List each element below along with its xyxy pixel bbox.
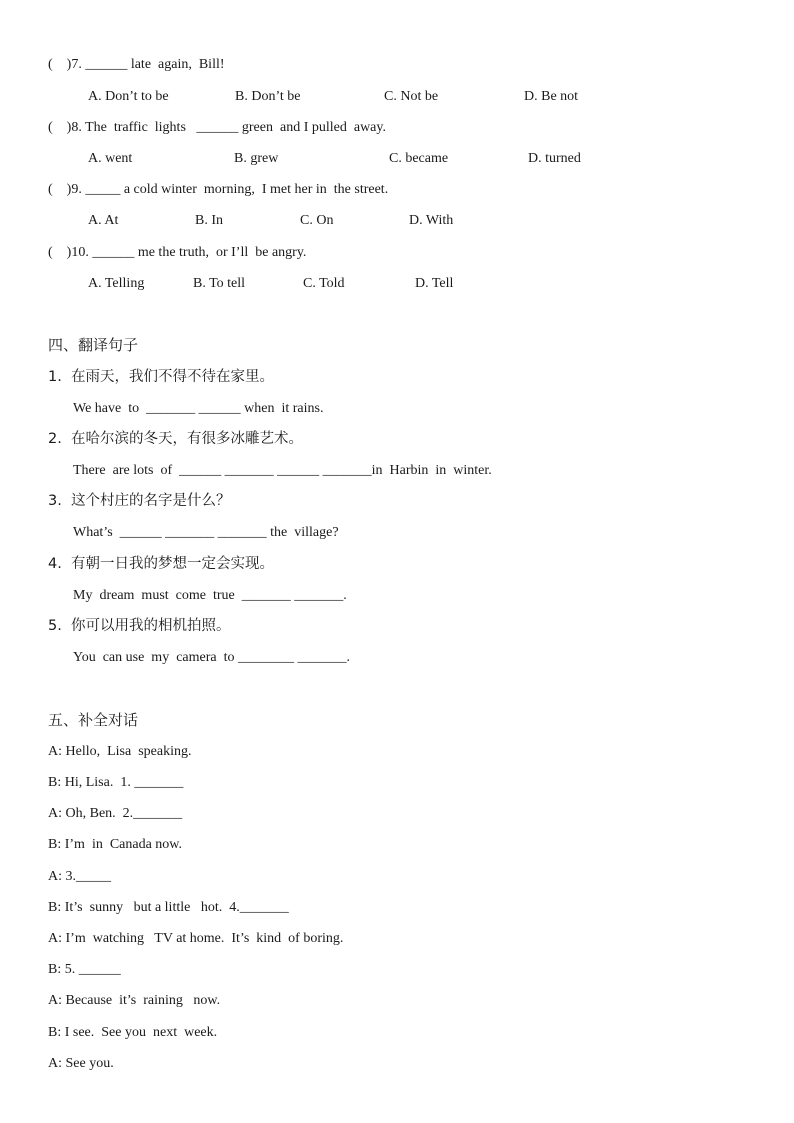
question-stem: ( )10. ______ me the truth, or I’ll be angry. [48, 245, 307, 260]
option-d: D. Be not [524, 89, 579, 104]
question-stem: ( )9. _____ a cold winter morning, I met her in the street. [48, 182, 389, 197]
option-d: D. With [409, 213, 454, 228]
translation-item-4-chinese: 4. 有朝一日我的梦想一定会实现。 [48, 556, 275, 572]
dialogue-heading: 五、补全对话 [48, 711, 139, 729]
translation-item-1-chinese: 1. 在雨天，我们不得不待在家里。 [48, 369, 275, 385]
option-c: C. became [389, 151, 449, 166]
translation-item-2-chinese: 2. 在哈尔滨的冬天，有很多冰雕艺术。 [48, 431, 304, 447]
translation-heading: 四、翻译句子 [48, 336, 139, 354]
option-b: B. In [195, 213, 223, 228]
dialogue-line: B: It’s sunny but a little hot. 4._______ [48, 900, 289, 915]
dialogue-line: A: Because it’s raining now. [48, 993, 221, 1008]
dialogue-line: A: 3._____ [48, 869, 111, 884]
dialogue-line: B: 5. ______ [48, 962, 121, 977]
option-d: D. Tell [415, 276, 454, 291]
translation-item-3-chinese: 3. 这个村庄的名字是什么？ [48, 493, 231, 509]
question-stem: ( )8. The traffic lights ______ green and I pulled away. [48, 120, 386, 135]
option-a: A. At [88, 213, 119, 228]
dialogue-line: B: I see. See you next week. [48, 1025, 218, 1040]
dialogue-line: A: See you. [48, 1056, 114, 1071]
translation-item-5-chinese: 5. 你可以用我的相机拍照。 [48, 618, 231, 634]
option-a: A. Telling [88, 276, 145, 291]
translation-item-5-english: You can use my camera to ________ _______. [73, 650, 350, 665]
option-d: D. turned [528, 151, 581, 166]
translation-item-4-english: My dream must come true _______ _______. [73, 588, 347, 603]
option-c: C. On [300, 213, 334, 228]
option-b: B. Don’t be [235, 89, 301, 104]
dialogue-line: A: Oh, Ben. 2._______ [48, 806, 183, 821]
option-a: A. Don’t to be [88, 89, 169, 104]
option-b: B. To tell [193, 276, 246, 291]
dialogue-line: A: Hello, Lisa speaking. [48, 744, 192, 759]
translation-item-2-english: There are lots of ______ _______ ______ _______in Harbin in winter. [73, 463, 492, 478]
option-b: B. grew [234, 151, 279, 166]
dialogue-line: B: Hi, Lisa. 1. _______ [48, 775, 184, 790]
option-a: A. went [88, 151, 133, 166]
dialogue-line: A: I’m watching TV at home. It’s kind of boring. [48, 931, 344, 946]
dialogue-line: B: I’m in Canada now. [48, 837, 183, 852]
option-c: C. Told [303, 276, 345, 291]
question-stem: ( )7. ______ late again, Bill! [48, 57, 225, 72]
translation-item-1-english: We have to _______ ______ when it rains. [73, 401, 324, 416]
option-c: C. Not be [384, 89, 439, 104]
translation-item-3-english: What’s ______ _______ _______ the village? [73, 525, 339, 540]
